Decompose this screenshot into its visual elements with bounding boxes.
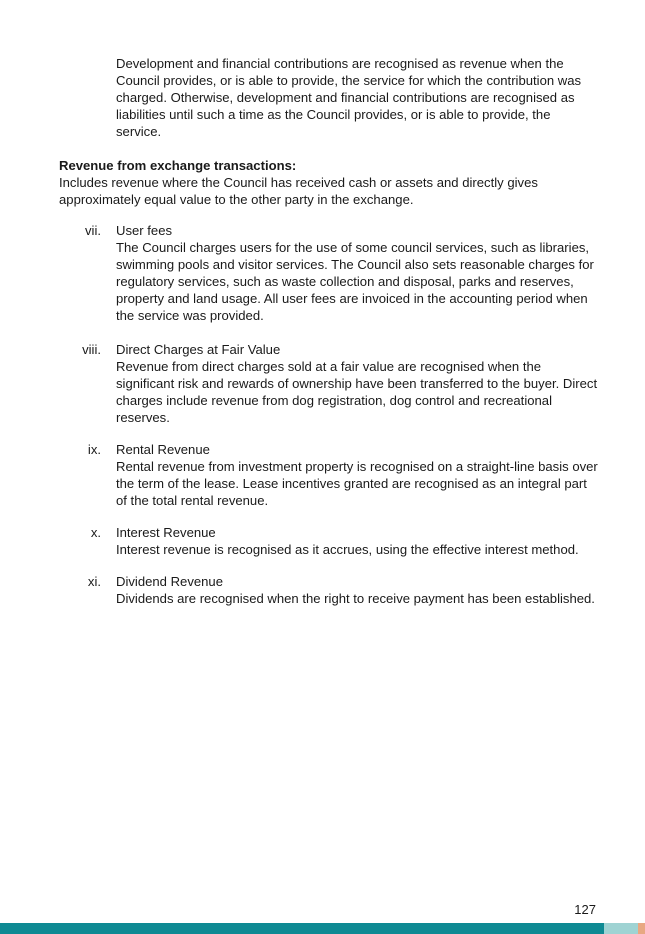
section-description: Includes revenue where the Council has received cash or assets and directly gives approximately equal value to the other party in the exchange.: [59, 175, 538, 207]
footer-bar-light: [604, 923, 638, 934]
list-item-body: Rental revenue from investment property is recognised on a straight-line basis over the term of the lease. Lease incentives granted are recognised as an integral part of the total rental revenue.: [116, 459, 598, 508]
page-number: 127: [574, 902, 596, 917]
list-item-title: User fees: [116, 223, 173, 238]
list-item-title: Dividend Revenue: [116, 574, 224, 589]
list-item-body: Interest revenue is recognised as it accrues, using the effective interest method.: [116, 542, 579, 557]
list-item-body: The Council charges users for the use of some council services, such as libraries, swimming pools and visitor services. The Council also sets reasonable charges for regulatory services, such as waste collection and disposal, parks and reserves, property and land usage. All user fees are invoiced in the accounting period when the service was provided.: [116, 240, 594, 323]
list-item-title: Direct Charges at Fair Value: [116, 342, 281, 357]
intro-paragraph: Development and financial contributions are recognised as revenue when the Council provides, or is able to provide, the service for which the contribution was charged. Otherwise, development and financial contributions are recognised as liabilities until such a time as the Council provides, or is able to provide, the service.: [116, 56, 582, 139]
list-item-body: Dividends are recognised when the right to receive payment has been established.: [116, 591, 595, 606]
footer-bar-accent: [638, 923, 645, 934]
list-item-title: Rental Revenue: [116, 442, 210, 457]
list-item-number: ix.: [87, 442, 101, 457]
list-item-number: vii.: [84, 223, 101, 238]
list-item-body: Revenue from direct charges sold at a fair value are recognised when the significant risk and rewards of ownership have been transferred to the buyer. Direct charges include revenue from dog registration, dog control and recreational reserves.: [116, 359, 598, 425]
list-item-number: xi.: [87, 574, 101, 589]
list-item-number: viii.: [82, 342, 101, 357]
list-item-title: Interest Revenue: [116, 525, 216, 540]
section-heading: Revenue from exchange transactions:: [59, 158, 297, 173]
list-item-number: x.: [90, 525, 101, 540]
footer-bar-main: [0, 923, 604, 934]
footer-bar: [0, 923, 645, 934]
